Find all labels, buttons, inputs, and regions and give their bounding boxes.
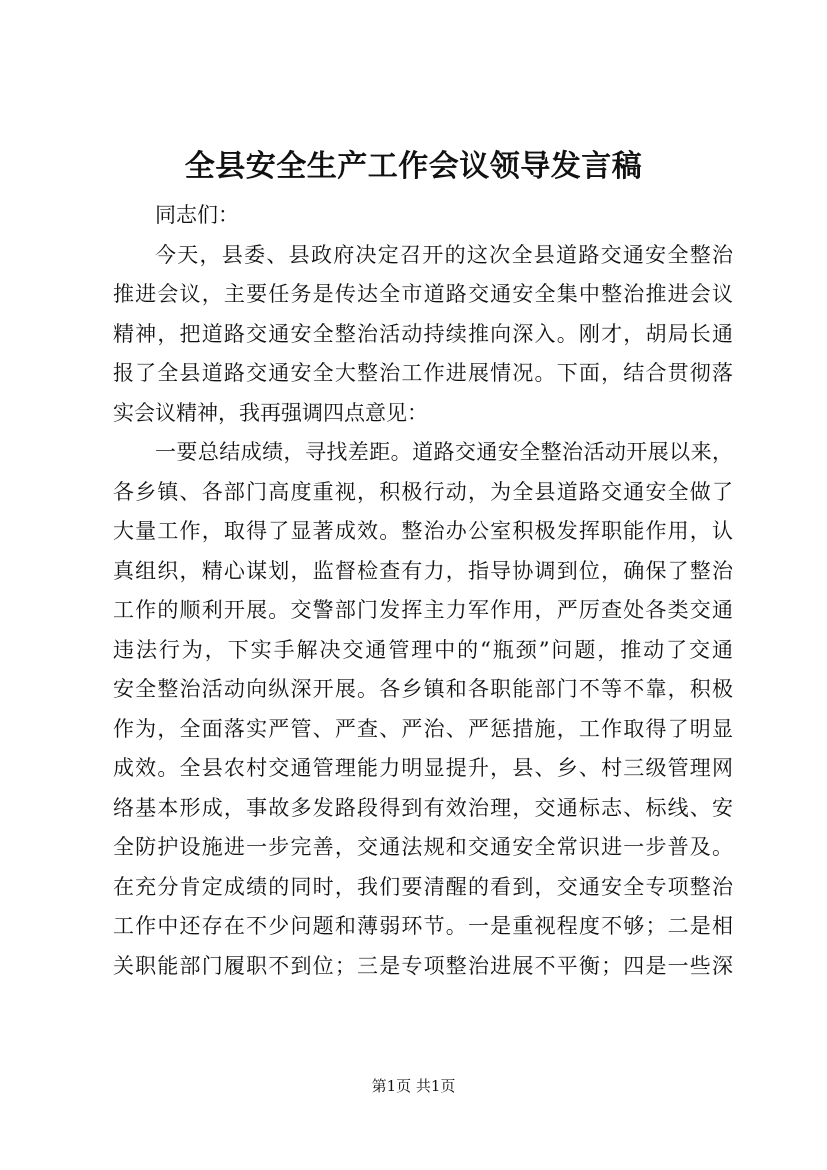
- paragraph-line: 在充分肯定成绩的同时，我们要清醒的看到，交通安全专项整治: [113, 874, 733, 899]
- paragraph-line: 工作的顺利开展。交警部门发挥主力军作用，严厉查处各类交通: [113, 598, 733, 622]
- paragraph-line: 络基本形成，事故多发路段得到有效治理，交通标志、标线、安: [113, 795, 733, 820]
- document-body: [113, 196, 733, 986]
- paragraph-line: 报了全县道路交通安全大整治工作进展情况。下面，结合贯彻落: [113, 361, 733, 385]
- paragraph-line: 关职能部门履职不到位；三是专项整治进展不平衡；四是一些深: [113, 953, 733, 978]
- paragraph-line: 推进会议，主要任务是传达全市道路交通安全集中整治推进会议: [113, 282, 733, 306]
- paragraph-line: 工作中还存在不少问题和薄弱环节。一是重视程度不够；二是相: [113, 914, 733, 938]
- paragraph-line: 精神，把道路交通安全整治活动持续推向深入。刚才，胡局长通: [113, 321, 733, 346]
- paragraph-line: 实会议精神，我再强调四点意见：: [113, 400, 428, 425]
- paragraph-line: 安全整治活动向纵深开展。各乡镇和各职能部门不等不靠，积极: [113, 677, 733, 701]
- paragraph-line: 今天，县委、县政府决定召开的这次全县道路交通安全整治: [155, 242, 733, 267]
- paragraph-line: 作为，全面落实严管、严查、严治、严惩措施，工作取得了明显: [113, 716, 733, 741]
- paragraph-line: 真组织，精心谋划，监督检查有力，指导协调到位，确保了整治: [113, 558, 733, 583]
- paragraph-line: 违法行为，下实手解决交通管理中的“瓶颈”问题，推动了交通: [113, 637, 733, 662]
- page-footer: 第1页 共1页: [371, 1077, 456, 1095]
- paragraph-line: 各乡镇、各部门高度重视，积极行动，为全县道路交通安全做了: [113, 479, 733, 504]
- document-title: 全县安全生产工作会议领导发言稿: [184, 149, 643, 184]
- paragraph-line: 大量工作，取得了显著成效。整治办公室积极发挥职能作用，认: [113, 519, 733, 543]
- paragraph-line: 一要总结成绩，寻找差距。道路交通安全整治活动开展以来，: [155, 440, 733, 464]
- paragraph-line: 全防护设施进一步完善，交通法规和交通安全常识进一步普及。: [113, 835, 733, 859]
- paragraph-line: 成效。全县农村交通管理能力明显提升，县、乡、村三级管理网: [113, 756, 733, 780]
- salutation-line: 同志们：: [155, 203, 239, 227]
